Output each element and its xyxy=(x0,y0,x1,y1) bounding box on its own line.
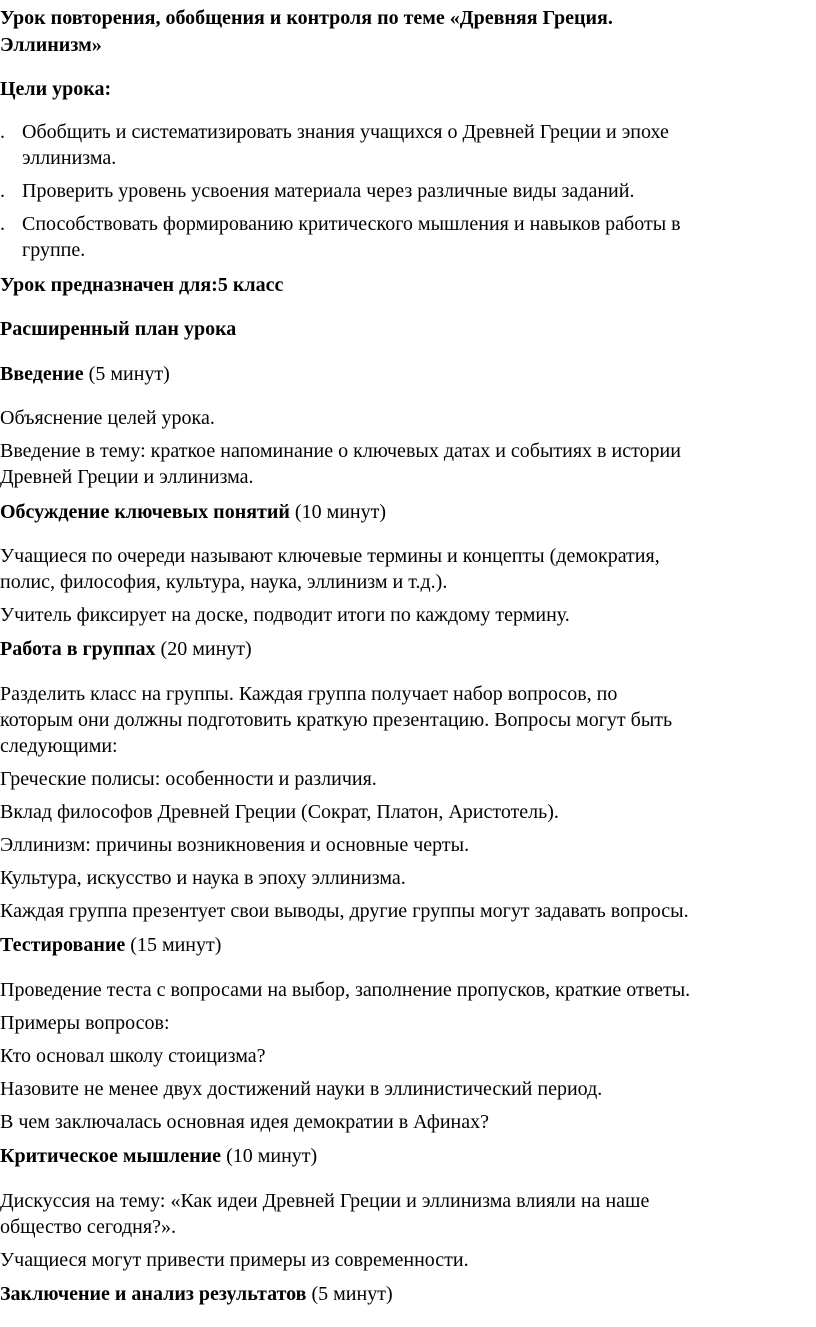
goals-heading: Цели урока: xyxy=(0,78,112,100)
critical-paragraph-2: Учащиеся могут привести примеры из современности. xyxy=(0,1249,469,1271)
groups-question-2: Вклад философов Древней Греции (Сократ, Платон, Аристотель). xyxy=(0,801,559,823)
testing-question-3: В чем заключалась основная идея демократии в Афинах? xyxy=(0,1111,489,1133)
audience-value: 5 класс xyxy=(217,274,284,296)
goal-item-1-line-1: Обобщить и систематизировать знания учащихся о Древней Греции и эпохе xyxy=(22,121,669,143)
groups-question-4: Культура, искусство и наука в эпоху эллинизма. xyxy=(0,867,406,889)
goal-bullet: . xyxy=(0,180,5,202)
section-testing-title: Тестирование xyxy=(0,934,126,956)
section-conclusion-title: Заключение и анализ результатов xyxy=(0,1283,307,1305)
section-intro-heading xyxy=(0,362,170,387)
groups-question-3: Эллинизм: причины возникновения и основные черты. xyxy=(0,834,470,856)
section-critical-title: Критическое мышление xyxy=(0,1145,222,1167)
goal-item-2: Проверить уровень усвоения материала через различные виды заданий. xyxy=(22,180,635,202)
testing-question-1: Кто основал школу стоицизма? xyxy=(0,1045,266,1067)
critical-paragraph-1-line-1: Дискуссия на тему: «Как идеи Древней Греции и эллинизма влияли на наше xyxy=(0,1190,650,1212)
section-groups-heading xyxy=(0,637,252,662)
section-conclusion-heading xyxy=(0,1282,393,1307)
section-critical-duration: (10 минут) xyxy=(221,1145,318,1167)
testing-question-2: Назовите не менее двух достижений науки в эллинистический период. xyxy=(0,1078,603,1100)
section-concepts-heading xyxy=(0,500,386,525)
testing-paragraph-2: Примеры вопросов: xyxy=(0,1012,170,1034)
groups-paragraph-1-line-2: которым они должны подготовить краткую презентацию. Вопросы могут быть xyxy=(0,709,673,731)
audience-line xyxy=(0,273,283,298)
section-intro-title: Введение xyxy=(0,363,84,385)
concepts-paragraph-2: Учитель фиксирует на доске, подводит итоги по каждому термину. xyxy=(0,604,570,626)
plan-heading: Расширенный план урока xyxy=(0,318,237,340)
goal-item-1-line-2: эллинизма. xyxy=(22,147,117,169)
intro-paragraph-1: Объяснение целей урока. xyxy=(0,407,215,429)
critical-paragraph-1-line-2: общество сегодня?». xyxy=(0,1216,176,1238)
goal-bullet: . xyxy=(0,121,5,143)
goal-item-3-line-2: группе. xyxy=(22,239,86,261)
section-testing-duration: (15 минут) xyxy=(125,934,222,956)
groups-paragraph-1-line-1: Разделить класс на группы. Каждая группа получает набор вопросов, по xyxy=(0,683,618,705)
section-intro-duration: (5 минут) xyxy=(83,363,170,385)
section-groups-duration: (20 минут) xyxy=(155,638,252,660)
goal-item-3-line-1: Способствовать формированию критического мышления и навыков работы в xyxy=(22,213,681,235)
intro-paragraph-2-line-2: Древней Греции и эллинизма. xyxy=(0,466,254,488)
section-critical-heading xyxy=(0,1144,317,1169)
document-title-line-1: Урок повторения, обобщения и контроля по теме «Древняя Греция. xyxy=(0,7,613,29)
intro-paragraph-2-line-1: Введение в тему: краткое напоминание о ключевых датах и событиях в истории xyxy=(0,440,681,462)
testing-paragraph-1: Проведение теста с вопросами на выбор, заполнение пропусков, краткие ответы. xyxy=(0,979,691,1001)
document-title-line-2: Эллинизм» xyxy=(0,34,102,56)
section-conclusion-duration: (5 минут) xyxy=(306,1283,393,1305)
goal-bullet: . xyxy=(0,213,5,235)
section-concepts-duration: (10 минут) xyxy=(289,501,387,523)
groups-question-1: Греческие полисы: особенности и различия. xyxy=(0,768,377,790)
concepts-paragraph-1-line-2: полис, философия, культура, наука, эллинизм и т.д.). xyxy=(0,571,448,593)
section-testing-heading xyxy=(0,933,221,958)
audience-label: Урок предназначен для: xyxy=(0,274,218,296)
groups-paragraph-2: Каждая группа презентует свои выводы, другие группы могут задавать вопросы. xyxy=(0,900,689,922)
section-concepts-title: Обсуждение ключевых понятий xyxy=(0,501,290,523)
section-groups-title: Работа в группах xyxy=(0,638,156,660)
groups-paragraph-1-line-3: следующими: xyxy=(0,735,118,757)
concepts-paragraph-1-line-1: Учащиеся по очереди называют ключевые термины и концепты (демократия, xyxy=(0,545,660,567)
